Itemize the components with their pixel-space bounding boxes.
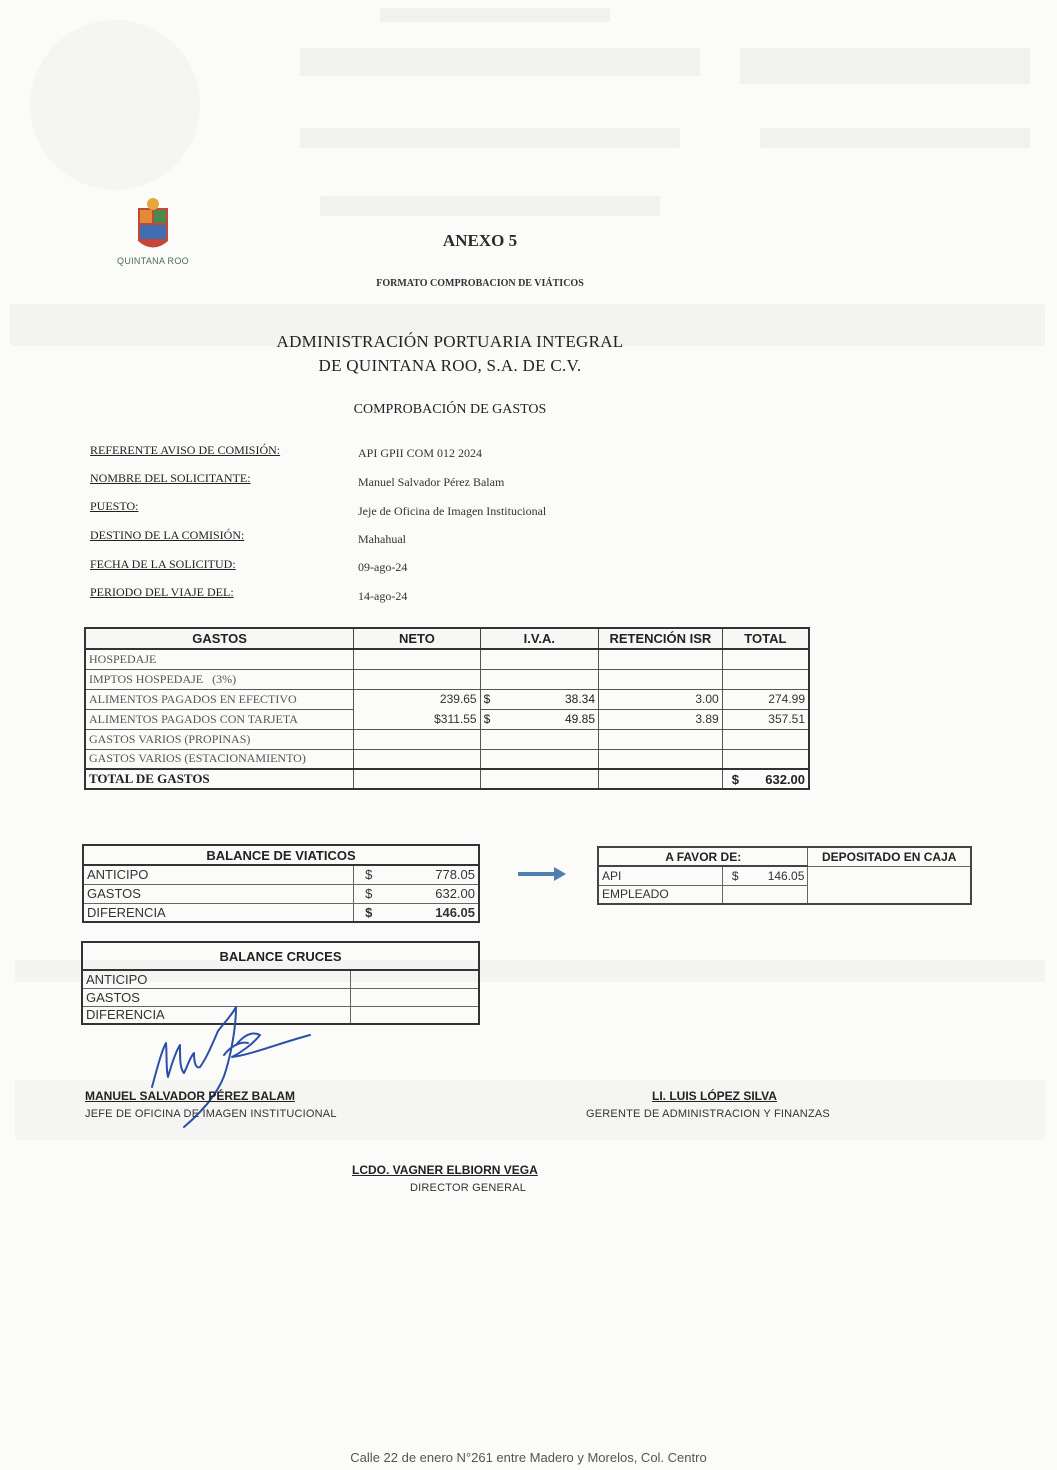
logo-text: QUINTANA ROO (117, 256, 189, 266)
neto-cell (354, 669, 480, 689)
table-row (85, 749, 809, 769)
row-label: ANTICIPO (82, 970, 351, 988)
signer-right-role: GERENTE DE ADMINISTRACION Y FINANZAS (586, 1108, 830, 1120)
iva-value: 49.85 (565, 712, 596, 726)
total-cell: 274.99 (722, 689, 809, 709)
neto-header: NETO (354, 628, 480, 649)
table-row (598, 847, 971, 866)
form-subtitle: FORMATO COMPROBACION DE VIÁTICOS (376, 278, 584, 289)
table-row (85, 709, 809, 729)
info-value-referente: API GPII COM 012 2024 (358, 446, 483, 460)
info-label-fecha: FECHA DE LA SOLICITUD: (90, 557, 236, 571)
amount-value: 778.05 (435, 867, 475, 883)
iva-header: I.V.A. (480, 628, 598, 649)
gastos-header-row (85, 628, 809, 649)
total-cell (722, 669, 809, 689)
organization-name-line2: DE QUINTANA ROO, S.A. DE C.V. (318, 356, 582, 375)
currency-symbol: $ (731, 868, 739, 883)
iva-cell (480, 749, 598, 769)
iva-cell (480, 729, 598, 749)
bleed-through-mark (380, 8, 610, 22)
currency-symbol: $ (365, 904, 373, 920)
isr-cell: 3.89 (599, 709, 723, 729)
arrow-right-icon (518, 867, 566, 886)
bleed-through-mark (300, 128, 680, 148)
isr-cell (599, 729, 723, 749)
row-label: ALIMENTOS PAGADOS CON TARJETA (85, 709, 354, 729)
iva-cell (480, 649, 598, 669)
bleed-through-mark (740, 48, 1030, 84)
amount-cell (354, 903, 479, 922)
table-row (598, 866, 971, 885)
neto-cell (354, 729, 480, 749)
row-label: GASTOS VARIOS (ESTACIONAMIENTO) (85, 749, 354, 769)
neto-cell: $311.55 (354, 709, 480, 729)
amount-cell (722, 866, 808, 885)
iva-cell (480, 689, 598, 709)
info-label-puesto: PUESTO: (90, 499, 139, 513)
isr-cell: 3.00 (599, 689, 723, 709)
bleed-through-mark (300, 48, 700, 76)
row-label: HOSPEDAJE (85, 649, 354, 669)
amount-cell (722, 885, 808, 904)
bleed-through-mark (320, 196, 660, 216)
depositado-title: DEPOSITADO EN CAJA (808, 847, 971, 866)
total-cell: 357.51 (722, 709, 809, 729)
total-header: TOTAL (722, 628, 809, 649)
info-value-destino: Mahahual (358, 532, 406, 546)
row-label: ANTICIPO (83, 865, 354, 884)
neto-cell (354, 749, 480, 769)
organization-name-line1: ADMINISTRACIÓN PORTUARIA INTEGRAL (276, 332, 624, 351)
table-row (83, 903, 479, 922)
anexo-title: ANEXO 5 (442, 231, 518, 250)
amount-value: 146.05 (435, 904, 475, 920)
row-label: DIFERENCIA (82, 1006, 351, 1024)
amount-cell (351, 970, 479, 988)
isr-header: RETENCIÓN ISR (599, 628, 723, 649)
total-cell (722, 649, 809, 669)
iva-value: 38.34 (565, 692, 596, 706)
row-label: DIFERENCIA (83, 903, 354, 922)
iva-cell (480, 669, 598, 689)
empty-cell (480, 769, 598, 789)
isr-cell (599, 749, 723, 769)
currency-symbol: $ (365, 867, 373, 883)
total-row (85, 769, 809, 789)
info-value-periodo: 14-ago-24 (358, 589, 408, 603)
currency-symbol: $ (365, 886, 373, 901)
signer-right-name: LI. LUIS LÓPEZ SILVA (652, 1089, 777, 1103)
table-row (83, 884, 479, 903)
info-label-periodo: PERIODO DEL VIAJE DEL: (90, 585, 234, 599)
signer-bottom-name: LCDO. VAGNER ELBIORN VEGA (352, 1163, 538, 1177)
info-value-fecha: 09-ago-24 (358, 560, 408, 574)
table-row (83, 865, 479, 884)
info-label-referente: REFERENTE AVISO DE COMISIÓN: (90, 443, 281, 457)
amount-cell (354, 865, 479, 884)
gastos-header: GASTOS (85, 628, 354, 649)
row-label: GASTOS VARIOS (PROPINAS) (85, 729, 354, 749)
table-row (85, 689, 809, 709)
grand-total-cell (722, 769, 809, 789)
row-label: GASTOS (83, 884, 354, 903)
signer-left-role: JEFE DE OFICINA DE IMAGEN INSTITUCIONAL (85, 1108, 337, 1120)
isr-cell (599, 669, 723, 689)
table-row (82, 970, 479, 988)
row-label: IMPTOS HOSPEDAJE (3%) (85, 669, 354, 689)
info-label-destino: DESTINO DE LA COMISIÓN: (90, 528, 245, 542)
quintana-roo-logo (128, 196, 198, 261)
total-cell (722, 729, 809, 749)
amount-value: 632.00 (435, 886, 475, 901)
amount-cell (351, 1006, 479, 1024)
section-title: COMPROBACIÓN DE GASTOS (353, 402, 547, 417)
amount-cell (354, 884, 479, 903)
currency-symbol: $ (483, 692, 491, 706)
table-row (85, 649, 809, 669)
info-value-puesto: Jeje de Oficina de Imagen Institucional (358, 504, 547, 518)
info-value-nombre: Manuel Salvador Pérez Balam (358, 475, 505, 489)
neto-cell (354, 649, 480, 669)
signer-left-name: MANUEL SALVADOR PÉREZ BALAM (85, 1089, 295, 1103)
balance-viaticos-title: BALANCE DE VIATICOS (83, 845, 479, 865)
signer-bottom-role: DIRECTOR GENERAL (410, 1182, 527, 1194)
balance-viaticos-table (82, 844, 480, 923)
grand-total-value: 632.00 (765, 771, 805, 787)
bleed-through-mark (760, 128, 1030, 148)
empty-cell (599, 769, 723, 789)
footer-address: Calle 22 de enero N°261 entre Madero y Morelos, Col. Centro (350, 1450, 707, 1465)
iva-cell (480, 709, 598, 729)
a-favor-title: A FAVOR DE: (598, 847, 808, 866)
total-cell (722, 749, 809, 769)
empty-cell (354, 769, 480, 789)
table-row (85, 729, 809, 749)
total-label: TOTAL DE GASTOS (85, 769, 354, 789)
row-label: GASTOS (82, 988, 351, 1006)
amount-value: 146.05 (767, 868, 805, 883)
deposit-cell (808, 866, 971, 904)
bleed-through-mark (30, 20, 200, 190)
amount-cell (351, 988, 479, 1006)
table-row (85, 669, 809, 689)
currency-symbol: $ (731, 771, 739, 787)
neto-cell: 239.65 (354, 689, 480, 709)
currency-symbol: $ (483, 712, 491, 726)
row-label: API (598, 866, 722, 885)
isr-cell (599, 649, 723, 669)
a-favor-table (597, 846, 972, 905)
info-label-nombre: NOMBRE DEL SOLICITANTE: (90, 471, 251, 485)
row-label: ALIMENTOS PAGADOS EN EFECTIVO (85, 689, 354, 709)
row-label: EMPLEADO (598, 885, 722, 904)
balance-cruces-title: BALANCE CRUCES (82, 942, 479, 970)
gastos-table (84, 627, 810, 790)
